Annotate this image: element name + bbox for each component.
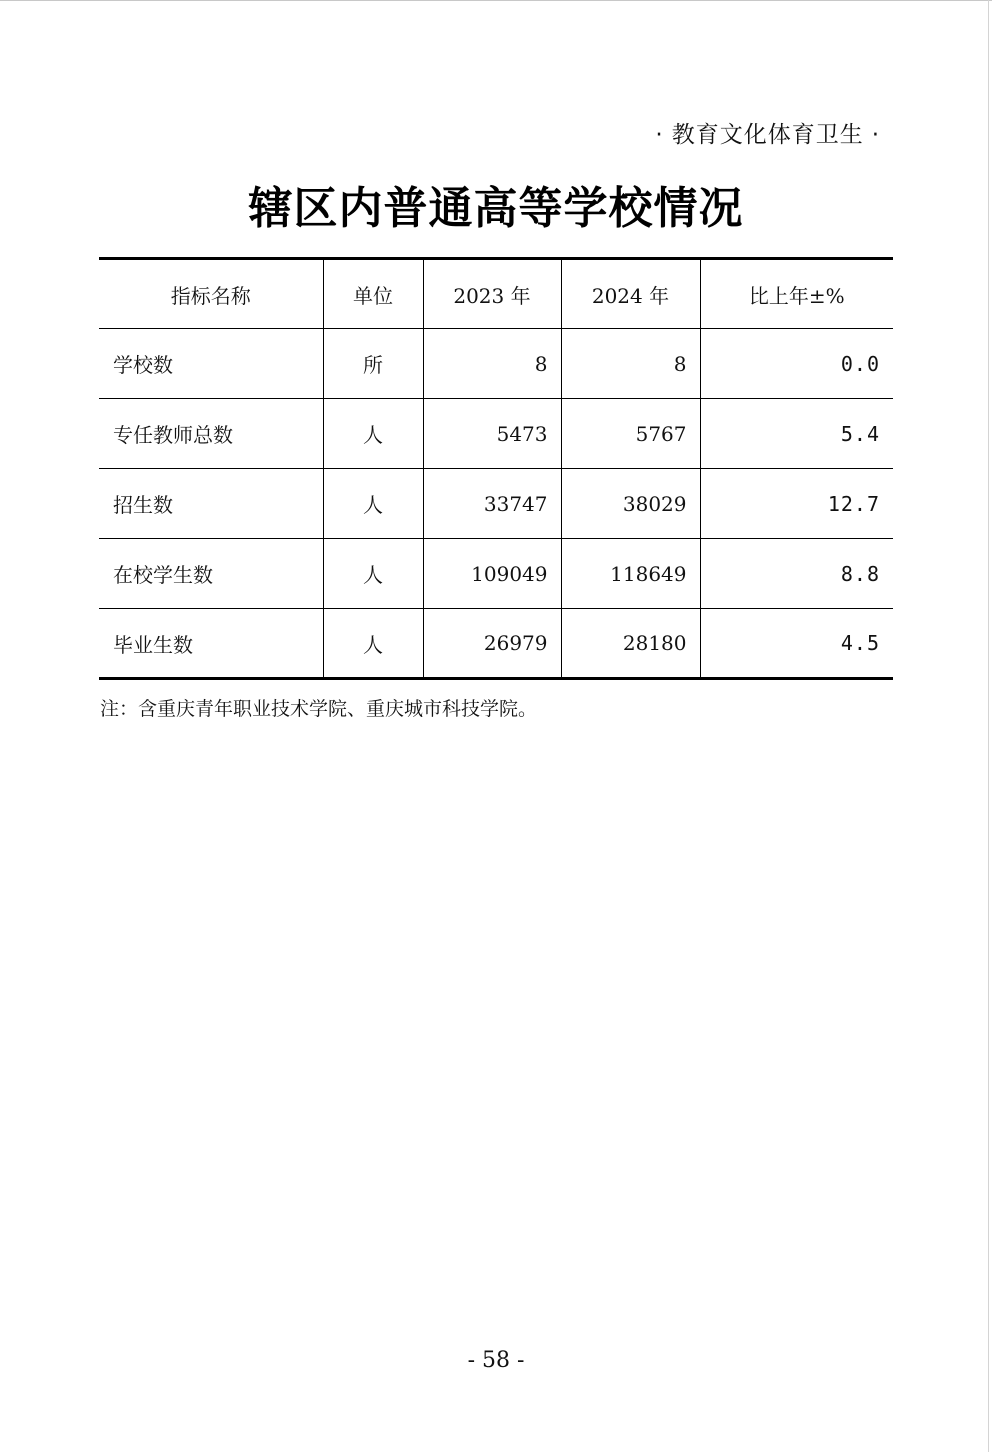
statistics-table bbox=[99, 257, 893, 680]
header-dot-right: · bbox=[871, 122, 880, 148]
row-unit: 人 bbox=[323, 539, 423, 609]
row-name: 学校数 bbox=[99, 329, 323, 399]
row-change: 5.4 bbox=[700, 399, 893, 469]
row-value-2024: 8 bbox=[561, 329, 700, 399]
column-header-2024: 2024 年 bbox=[561, 259, 700, 329]
row-unit: 人 bbox=[323, 609, 423, 679]
table-row bbox=[99, 609, 893, 679]
table-row bbox=[99, 539, 893, 609]
column-header-change: 比上年±% bbox=[700, 259, 893, 329]
row-unit: 所 bbox=[323, 329, 423, 399]
row-value-2023: 8 bbox=[423, 329, 561, 399]
table-row bbox=[99, 399, 893, 469]
section-header-label: 教育文化体育卫生 bbox=[671, 122, 864, 148]
row-value-2023: 5473 bbox=[423, 399, 561, 469]
row-value-2024: 118649 bbox=[561, 539, 700, 609]
row-value-2023: 109049 bbox=[423, 539, 561, 609]
page-title: 辖区内普通高等学校情况 bbox=[248, 183, 744, 234]
column-header-2023: 2023 年 bbox=[423, 259, 561, 329]
column-header-unit: 单位 bbox=[323, 259, 423, 329]
table-footnote: 注：含重庆青年职业技术学院、重庆城市科技学院。 bbox=[100, 698, 538, 720]
table-header-row bbox=[99, 259, 893, 329]
row-value-2024: 38029 bbox=[561, 469, 700, 539]
row-name: 专任教师总数 bbox=[99, 399, 323, 469]
column-header-indicator: 指标名称 bbox=[170, 283, 251, 308]
row-name: 在校学生数 bbox=[99, 539, 323, 609]
row-unit: 人 bbox=[323, 399, 423, 469]
row-value-2024: 28180 bbox=[561, 609, 700, 679]
page-edge bbox=[0, 0, 992, 1]
row-change: 12.7 bbox=[700, 469, 893, 539]
row-name: 招生数 bbox=[99, 469, 323, 539]
section-header bbox=[647, 116, 888, 149]
row-value-2024: 5767 bbox=[561, 399, 700, 469]
row-change: 0.0 bbox=[700, 329, 893, 399]
row-name: 毕业生数 bbox=[99, 609, 323, 679]
table-row bbox=[99, 329, 893, 399]
row-unit: 人 bbox=[323, 469, 423, 539]
row-value-2023: 26979 bbox=[423, 609, 561, 679]
row-value-2023: 33747 bbox=[423, 469, 561, 539]
row-change: 4.5 bbox=[700, 609, 893, 679]
row-change: 8.8 bbox=[700, 539, 893, 609]
table-row bbox=[99, 469, 893, 539]
header-dot-left: · bbox=[655, 122, 664, 148]
page-number: - 58 - bbox=[467, 1348, 525, 1373]
